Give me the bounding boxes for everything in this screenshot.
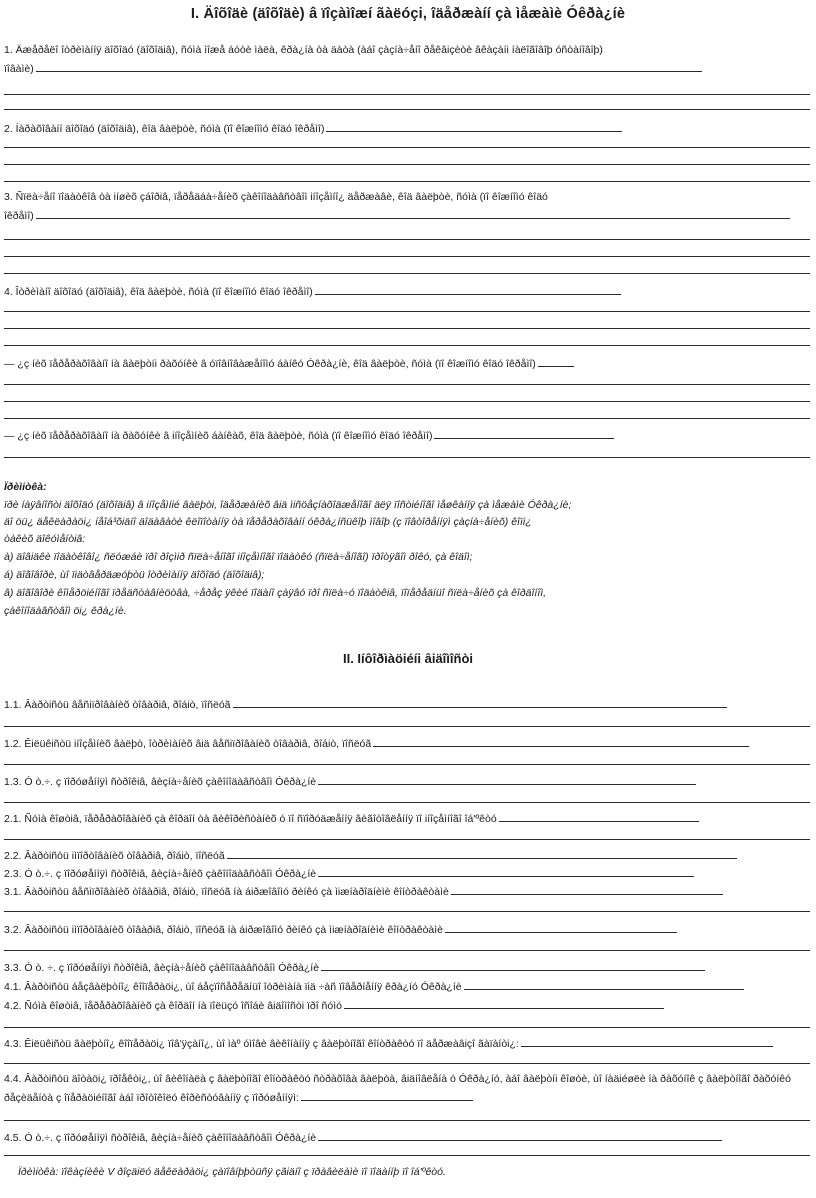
- answer-line[interactable]: [4, 911, 810, 912]
- question-1-answer-field[interactable]: [36, 61, 702, 72]
- row-answer-field[interactable]: [464, 979, 744, 990]
- row-label: 1.3. Ó ò.÷. ç ïîðóøåííÿì ñòðîêiâ, âèçíà÷åíèõ çàêîíîäàâñòâîì Óêðà¿íè: [4, 776, 317, 788]
- note-line: òàêèõ äîêóìåíòiâ:: [4, 533, 86, 545]
- row-label: 1.2. Êiëüêiñòü iíîçåìíèõ âàëþò, îòðèìàíèõ âiä âåñiïðîâàíèõ òîâàðiâ, ðîáiò, ïîñëóã: [4, 738, 372, 750]
- answer-line[interactable]: [4, 802, 810, 803]
- row-4-4-text: 4.4. Âàðòiñòü äîòàöi¿ ïðîåêòi¿, ùî âèêîíàëà ç âàëþòíîãî êîíòðàêòó ñòðàõîâà âàëþòà, âiäíîâëåíà ó Óêðà¿íó, àáî âàëþòíi êîøòè, ùî íàäiéøëè íà ðàõóíîê ç âàëþòíîãî ðàõóíêó: [4, 1073, 791, 1085]
- row-label: 2.1. Ñóìà êîøòiâ, ïåðåðàõîâàíèõ çà êîðäîí òà âèêîðèñòàíèõ ó ïî ñïîðóäæåííÿ âèãîòîâëåííÿ ïî iíîçåìíîãî îá'ºêòó: [4, 813, 497, 825]
- row-4-2: [4, 998, 812, 1013]
- row-1-1: [4, 697, 812, 712]
- note-line: ïðè íàÿâíîñòi äîõîäó (äîõîäiâ) â iíîçåìíié âàëþòi, îäåðæàíèõ âiä ìiñöåçíàõîäæåíîãî äëÿ ïîñòiéíîãî ìåøêàííÿ çà ìåæàìè Óêðà¿íè;: [4, 499, 572, 511]
- answer-line[interactable]: [4, 401, 810, 402]
- row-label: 3.1. Âàðòiñòü âåñiïðîâàíèõ òîâàðiâ, ðîáiò, ïîñëóã íà áiðæîâîìó ðèíêó çà ìiæíàðîäíèìè êîíòðàêòàìè: [4, 886, 449, 898]
- answer-line[interactable]: [4, 839, 810, 840]
- row-4-1: [4, 979, 812, 994]
- answer-line[interactable]: [4, 1063, 810, 1064]
- question-3-text: 3. Ñïëà÷åíî ïîäàòêîâ òà iíøèõ çáîðiâ, ïåðåäáà÷åíèõ çàêîíîäàâñòâîì iíîçåìíî¿ äåðæàâè, êîä âàëþòè, ñóìà (ïî êîæíîìó êîäó: [4, 191, 548, 203]
- question-4: [4, 284, 812, 299]
- row-4-3: [4, 1036, 812, 1051]
- row-1-2: [4, 736, 812, 751]
- answer-line[interactable]: [4, 418, 810, 419]
- answer-line[interactable]: [4, 1120, 810, 1121]
- row-3-3: [4, 960, 812, 975]
- note-line: á) äîãîâîðè, ùî ïiäòâåðäæóþòü îòðèìàííÿ äîõîäó (äîõîäiâ);: [4, 569, 265, 581]
- answer-line[interactable]: [4, 181, 810, 182]
- answer-line[interactable]: [4, 1155, 810, 1156]
- question-1-text-tail: ïîâàìè): [4, 63, 34, 75]
- answer-line[interactable]: [4, 328, 810, 329]
- row-answer-field[interactable]: [318, 1130, 722, 1141]
- row-label: 4.5. Ó ò.÷. ç ïîðóøåííÿì ñòðîêiâ, âèçíà÷åíèõ çàêîíîäàâñòâîì Óêðà¿íè: [4, 1132, 317, 1144]
- question-5-text: — ¿ç íèõ ïåðåðàõîâàíî íà âàëþòíi ðàõóíêè â óïîâíîâàæåíîìó áàíêó Óêðà¿íè, êîä âàëþòè, ñóìà (ïî êîæíîìó êîäó îêðåìî): [4, 358, 536, 370]
- answer-line[interactable]: [4, 273, 810, 274]
- row-label: 3.2. Âàðòiñòü iìïîðòîâàíèõ òîâàðiâ, ðîáiò, ïîñëóã íà áiðæîâîìó ðèíêó çà ìiæíàðîäíèìè êîíòðàêòàìè: [4, 924, 444, 936]
- question-2-text: 2. Íàðàõîâàíí äîõîäó (äîõîäiâ), êîä âàëþòè, ñóìà (ïî êîæíîìó êîäó îêðåìî): [4, 123, 325, 135]
- row-label: 3.3. Ó ò. ÷. ç ïîðóøåííÿì ñòðîêiâ, âèçíà÷åíèõ çàêîíîäàâñòâîì Óêðà¿íè: [4, 962, 320, 974]
- section-1-title: I. Äîõîäè (äîõîäè) â ïîçàìîæí ãàëóçi, îäåðæàíí çà ìåæàìè Óêðà¿íè: [190, 6, 626, 22]
- question-6-answer-field[interactable]: [434, 428, 614, 439]
- question-3-answer-field[interactable]: [36, 208, 790, 219]
- row-answer-field[interactable]: [233, 697, 727, 708]
- row-answer-field[interactable]: [318, 774, 696, 785]
- answer-line[interactable]: [4, 256, 810, 257]
- row-answer-field[interactable]: [521, 1036, 773, 1047]
- question-6-text: — ¿ç íèõ ïåðåðàõîâàíî íà ðàõóíêè â iíîçåìíèõ áàíêàõ, êîä âàëþòè, ñóìà (ïî êîæíîìó êîäó îêðåìî): [4, 430, 433, 442]
- answer-line[interactable]: [4, 726, 810, 727]
- note-line: çàêîíîäàâñòâîì öi¿ êðà¿íè.: [4, 605, 127, 617]
- question-5-answer-field[interactable]: [538, 356, 574, 367]
- answer-line[interactable]: [4, 94, 810, 95]
- row-3-2: [4, 922, 812, 937]
- answer-line[interactable]: [4, 384, 810, 385]
- row-2-1: [4, 811, 812, 826]
- row-answer-field[interactable]: [227, 848, 737, 859]
- row-label: 4.3. Êiëüêiñòü âàëþòíî¿ êîîïåðàöi¿ ïîâ'ÿçàíî¿, ùî ìàº óìîâè âèêîíàííÿ ç âàëþòíîãî êîíòðàêòó ïî äåðæàâiçî ãàïàíòi¿:: [4, 1038, 519, 1050]
- answer-line[interactable]: [4, 950, 810, 951]
- row-answer-field[interactable]: [318, 866, 694, 877]
- row-2-3: [4, 866, 812, 881]
- answer-line[interactable]: [4, 147, 810, 148]
- question-2-answer-field[interactable]: [326, 121, 622, 132]
- row-label: 4.1. Âàðòiñòü áåçâàëþòíî¿ êîîïåðàöi¿, ùî áåçïîñåðåäíüî îòðèìàíà ïiä ÷àñ ïîâåðíåííÿ êðà¿íó Óêðà¿íè: [4, 981, 462, 993]
- answer-line[interactable]: [4, 164, 810, 165]
- question-3-text-tail: îêðåìî): [4, 210, 34, 222]
- answer-line[interactable]: [4, 1027, 810, 1028]
- question-3-continuation: [4, 208, 812, 223]
- row-answer-field[interactable]: [344, 998, 664, 1009]
- row-label: 2.2. Âàðòiñòü iìïîðòîâàíèõ òîâàðiâ, ðîáiò, ïîñëóã: [4, 850, 225, 862]
- row-answer-field[interactable]: [499, 811, 699, 822]
- row-2-2: [4, 848, 812, 863]
- answer-line[interactable]: [4, 311, 810, 312]
- row-4-4-continuation: [4, 1090, 812, 1105]
- question-6: [4, 428, 812, 443]
- row-answer-field[interactable]: [321, 960, 705, 971]
- note-line: â) äîãîâîðè êîìåðöiéíîãî ïðåäñòàâíèöòâà, ÷åðåç ÿêèé ïîäàíî çàÿâó ïðî ñïëà÷ó ïîäàòêiâ, ïîïåðåäíüî ñïëà÷åíèõ çà êîðäîíîì,: [4, 587, 547, 599]
- row-4-5: [4, 1130, 812, 1145]
- row-3-1: [4, 884, 812, 899]
- question-4-answer-field[interactable]: [315, 284, 621, 295]
- answer-line[interactable]: [4, 457, 810, 458]
- row-label: 2.3. Ó ò.÷. ç ïîðóøåííÿì ñòðîêiâ, âèçíà÷åíèõ çàêîíîäàâñòâîì Óêðà¿íè: [4, 868, 317, 880]
- answer-line[interactable]: [4, 239, 810, 240]
- question-1-text: 1. Äæåðåëî îòðèìàííÿ äîõîäó (äîõîäiâ), ñóìà ìîæå áóòè ìàëà, êðà¿íà òà äàòà (àáî çàçíà÷åíî ðåêâiçèòè âêàçàíi íàëîãîâîþ óñòàíîâîþ): [4, 44, 603, 56]
- question-1-continuation: [4, 61, 812, 76]
- row-label-tail: ðåçèäåíòà ç îïåðàöiéíîãî àáî ïðîòîêîëó êîðèñòóâàííÿ ç ïîðóøåííÿì:: [4, 1092, 299, 1104]
- question-5: [4, 356, 812, 371]
- answer-line[interactable]: [4, 345, 810, 346]
- row-answer-field[interactable]: [301, 1090, 473, 1101]
- section-2-title: II. Iíôîðìàöiéíi âiäîìîñòi: [342, 651, 474, 666]
- row-answer-field[interactable]: [451, 884, 723, 895]
- row-1-3: [4, 774, 812, 789]
- answer-line[interactable]: [4, 764, 810, 765]
- row-answer-field[interactable]: [445, 922, 677, 933]
- row-label: 1.1. Âàðòiñòü âåñiïðîâàíèõ òîâàðiâ, ðîáiò, ïîñëóã: [4, 699, 231, 711]
- note-line: äî öü¿ äåêëàðàöi¿ íåîá³õiäíî äîäàâàòè êëîïîòàííÿ òà ïåðåðàõîâàíí óêðà¿íñüêîþ ìîâîþ (ç ïîâòîðåííÿì çàçíà÷åíèõ) êîïi¿: [4, 516, 532, 528]
- question-4-text: 4. Îòðèìàíî äîõîäó (äîõîäiâ), êîä âàëþòè, ñóìà (ïî êîæíîìó êîäó îêðåìî): [4, 286, 313, 298]
- note-title: Ïðèìiòêà:: [4, 481, 47, 493]
- row-label: 4.2. Ñóìà êîøòiâ, ïåðåðàõîâàíèõ çà êîðäîí íà ïîëüçó îñîáè âiäîìîñòi ïðî ñóìó: [4, 1000, 342, 1012]
- row-answer-field[interactable]: [373, 736, 749, 747]
- answer-line[interactable]: [4, 109, 810, 110]
- note-line: à) äîâiäêè ïîäàòêîâî¿ ñëóæáè ïðî ðîçìið ñïëà÷åíîãî iíîçåìíîãî ïîäàòêó (ñïëà÷åíîãî) ïðîòÿãîì ðîêó, çà êîäîì;: [4, 551, 473, 563]
- question-2: [4, 121, 812, 136]
- section-2-note: Ïðèìiòêà: ïîêàçíèêè V ðîçäiëó äåêëàðàöi¿ çàïîâíþþòüñÿ çãiäíî ç ïðàâèëàìè ïî ïîäàííþ ïî îá'ºêòó.: [18, 1166, 446, 1178]
